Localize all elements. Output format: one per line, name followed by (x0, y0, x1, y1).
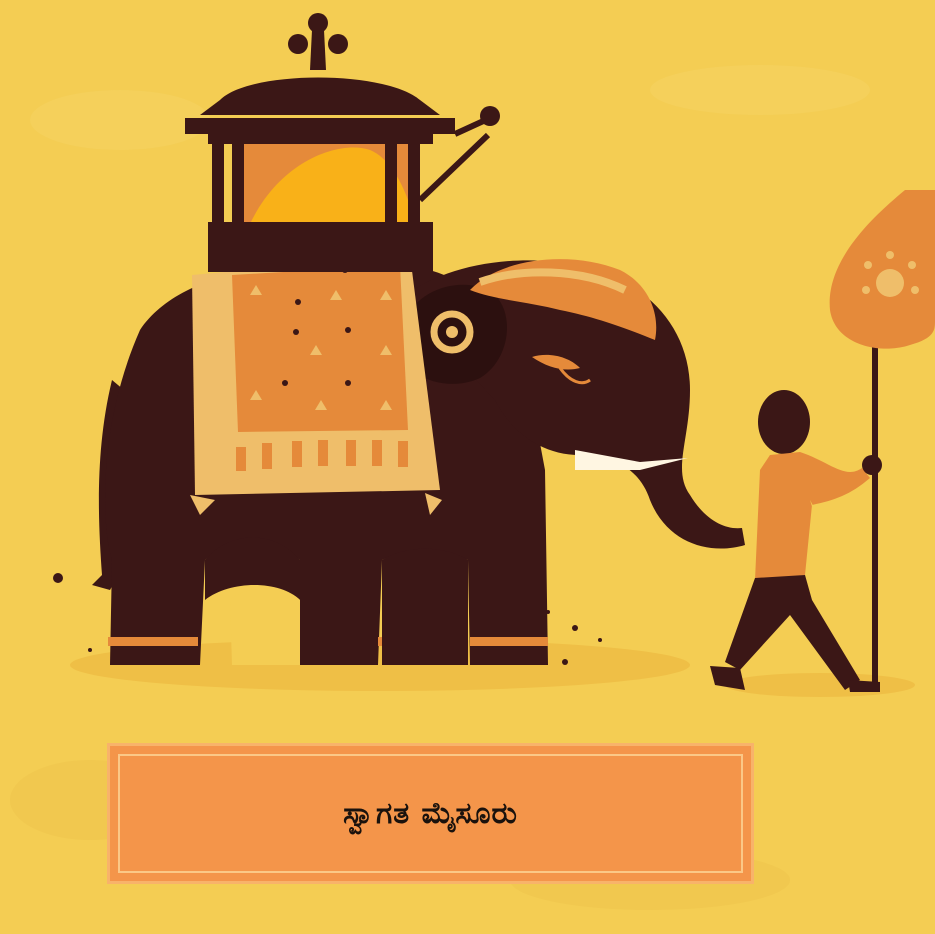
banner-text: ಸ್ವಾಗತ ಮೈಸೂರು (343, 796, 518, 831)
ground-shadow-man (725, 673, 915, 697)
caparison (190, 255, 442, 515)
parasol (830, 190, 935, 690)
howdah (185, 13, 500, 272)
welcome-banner (107, 743, 754, 884)
